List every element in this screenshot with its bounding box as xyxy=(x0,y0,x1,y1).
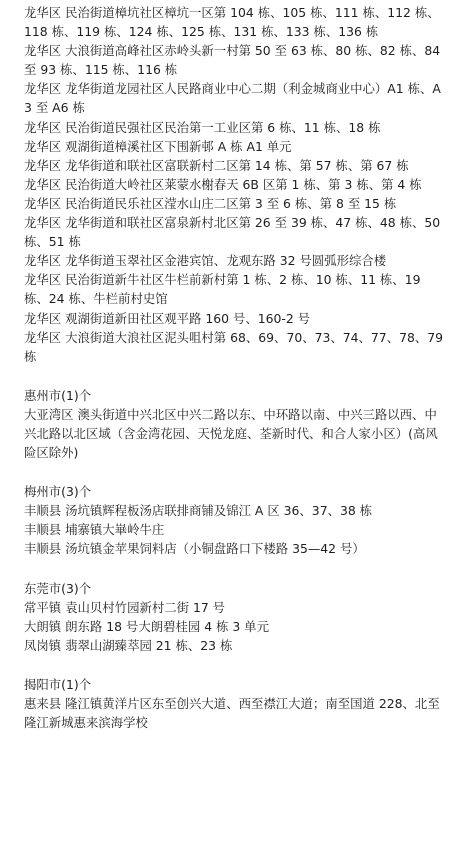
list-item: 丰顺县 埔寨镇大崋岭牛庄 xyxy=(24,522,165,538)
list-item: 龙华区 民治街道民强社区民治第一工业区第 6 栋、11 栋、18 栋 xyxy=(24,119,381,135)
section-dongguan xyxy=(24,579,446,655)
section-jieyang xyxy=(24,675,446,732)
list-item: 龙华区 观湖街道樟溪社区下围新邨 A 栋 A1 单元 xyxy=(24,138,292,154)
section-meizhou xyxy=(24,482,446,558)
list-item: 龙华区 民治街道新牛社区牛栏前新村第 1 栋、2 栋、10 栋、11 栋、19 栋、24 栋、牛栏前村史馆 xyxy=(24,272,421,307)
list-item: 常平镇 袁山贝村竹园新村二街 17 号 xyxy=(24,599,226,615)
list-item: 龙华区 民治街道大岭社区莱蒙水榭春天 6B 区第 1 栋、第 3 栋、第 4 栋 xyxy=(24,176,422,192)
section-heading: 惠州市(1)个 xyxy=(24,387,92,403)
list-item: 龙华区 龙华街道玉翠社区金港宾馆、龙观东路 32 号圆弧形综合楼 xyxy=(24,253,387,269)
list-item: 龙华区 民治街道樟坑社区樟坑一区第 104 栋、105 栋、111 栋、112 栋、118 栋、119 栋、124 栋、125 栋、131 栋、133 栋、136 栋 xyxy=(24,5,440,40)
list-item: 龙华区 大浪街道大浪社区泥头咀村第 68、69、70、73、74、77、78、79 栋 xyxy=(24,329,443,364)
section-heading: 梅州市(3)个 xyxy=(24,484,92,500)
section-huizhou xyxy=(24,386,446,462)
longhua-entry-list xyxy=(24,3,446,366)
list-item: 惠来县 隆江镇黄洋片区东至创兴大道、西至襟江大道；南至国道 228、北至隆江新城惠来滨海学校 xyxy=(24,696,440,731)
list-item: 龙华区 龙华街道和联社区富泉新村北区第 26 至 39 栋、47 栋、48 栋、50 栋、51 栋 xyxy=(24,215,441,250)
list-item: 龙华区 龙华街道和联社区富联新村二区第 14 栋、第 57 栋、第 67 栋 xyxy=(24,157,409,173)
list-item: 龙华区 大浪街道高峰社区赤岭头新一村第 50 至 63 栋、80 栋、82 栋、84 至 93 栋、115 栋、116 栋 xyxy=(24,43,441,78)
list-item: 龙华区 观湖街道新田社区观平路 160 号、160-2 号 xyxy=(24,310,311,326)
section-heading: 东莞市(3)个 xyxy=(24,580,92,596)
list-item: 龙华区 龙华街道龙园社区人民路商业中心二期（利金城商业中心）A1 栋、A3 至 A6 栋 xyxy=(24,81,441,116)
list-item: 大朗镇 朗东路 18 号大朗碧桂园 4 栋 3 单元 xyxy=(24,618,269,634)
list-item: 凤岗镇 翡翠山湖臻萃园 21 栋、23 栋 xyxy=(24,637,233,653)
list-item: 龙华区 民治街道民乐社区滢水山庄二区第 3 至 6 栋、第 8 至 15 栋 xyxy=(24,195,397,211)
list-item: 大亚湾区 澳头街道中兴北区中兴二路以东、中环路以南、中兴三路以西、中兴北路以北区域（含金湾花园、天悦龙庭、荃新时代、和合人家小区）(高风险区除外) xyxy=(24,406,438,461)
list-item: 丰顺县 汤坑镇辉程板汤店联排商铺及锦江 A 区 36、37、38 栋 xyxy=(24,503,373,519)
section-heading: 揭阳市(1)个 xyxy=(24,676,92,692)
list-item: 丰顺县 汤坑镇金苹果饲料店（小铜盘路口下楼路 35—42 号） xyxy=(24,541,365,557)
